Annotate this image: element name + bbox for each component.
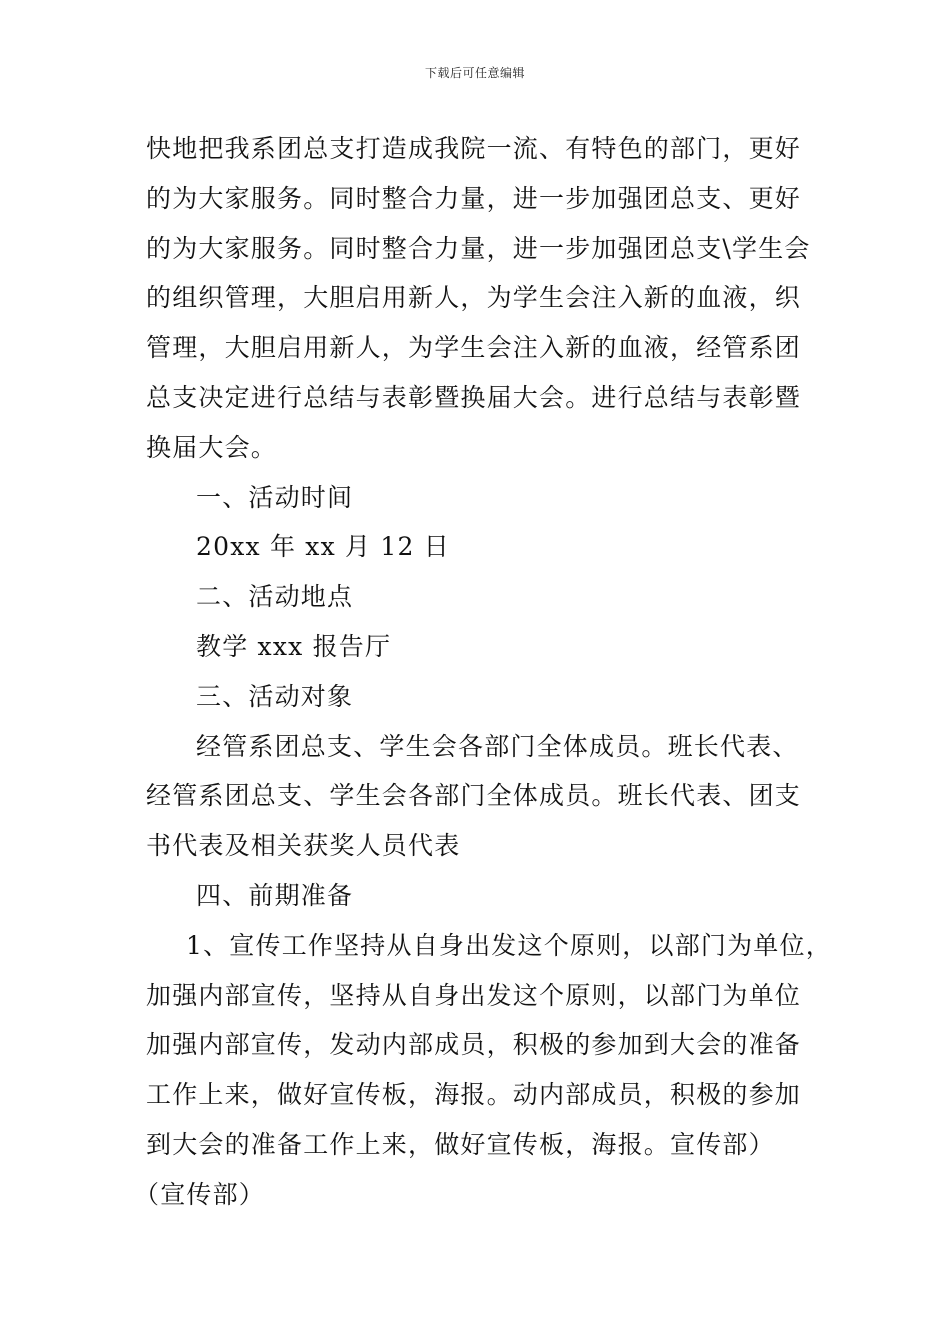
paragraph-line: 经管系团总支、学生会各部门全体成员。班长代表、团支 — [146, 781, 802, 811]
event-date: 20xx 年 xx 月 12 日 — [196, 532, 450, 562]
paragraph-line: 到大会的准备工作上来，做好宣传板，海报。宣传部） — [146, 1129, 775, 1159]
paragraph-line: 总支决定进行总结与表彰暨换届大会。进行总结与表彰暨 — [146, 382, 802, 412]
event-location: 教学 xxx 报告厅 — [196, 631, 392, 661]
paragraph-line: 换届大会。 — [146, 432, 278, 462]
paragraph-line: （宣传部） — [134, 1179, 266, 1209]
section-heading-audience: 三、活动对象 — [196, 681, 354, 711]
paragraph-line: 经管系团总支、学生会各部门全体成员。班长代表、 — [196, 731, 799, 761]
paragraph-line: 快地把我系团总支打造成我院一流、有特色的部门，更好 — [146, 134, 802, 163]
paragraph-line: 加强内部宣传，发动内部成员，积极的参加到大会的准备 — [146, 1030, 802, 1060]
paragraph-line: 的为大家服务。同时整合力量，进一步加强团总支\学生会 — [146, 233, 811, 263]
paragraph-line: 1、宣传工作坚持从自身出发这个原则，以部门为单位， — [186, 930, 832, 960]
paragraph-line: 书代表及相关获奖人员代表 — [146, 831, 461, 861]
section-heading-time: 一、活动时间 — [196, 482, 354, 512]
paragraph-line: 的组织管理，大胆启用新人，为学生会注入新的血液，织 — [146, 283, 802, 313]
paragraph-line: 的为大家服务。同时整合力量，进一步加强团总支、更好 — [146, 183, 802, 213]
page-header-note: 下载后可任意编辑 — [424, 66, 525, 80]
paragraph-line: 工作上来，做好宣传板，海报。动内部成员，积极的参加 — [146, 1080, 802, 1110]
paragraph-line: 管理，大胆启用新人，为学生会注入新的血液，经管系团 — [146, 333, 802, 363]
section-heading-location: 二、活动地点 — [196, 582, 354, 612]
paragraph-line: 加强内部宣传，坚持从自身出发这个原则，以部门为单位 — [146, 980, 802, 1010]
section-heading-preparation: 四、前期准备 — [196, 880, 354, 910]
document-body — [134, 124, 832, 1220]
